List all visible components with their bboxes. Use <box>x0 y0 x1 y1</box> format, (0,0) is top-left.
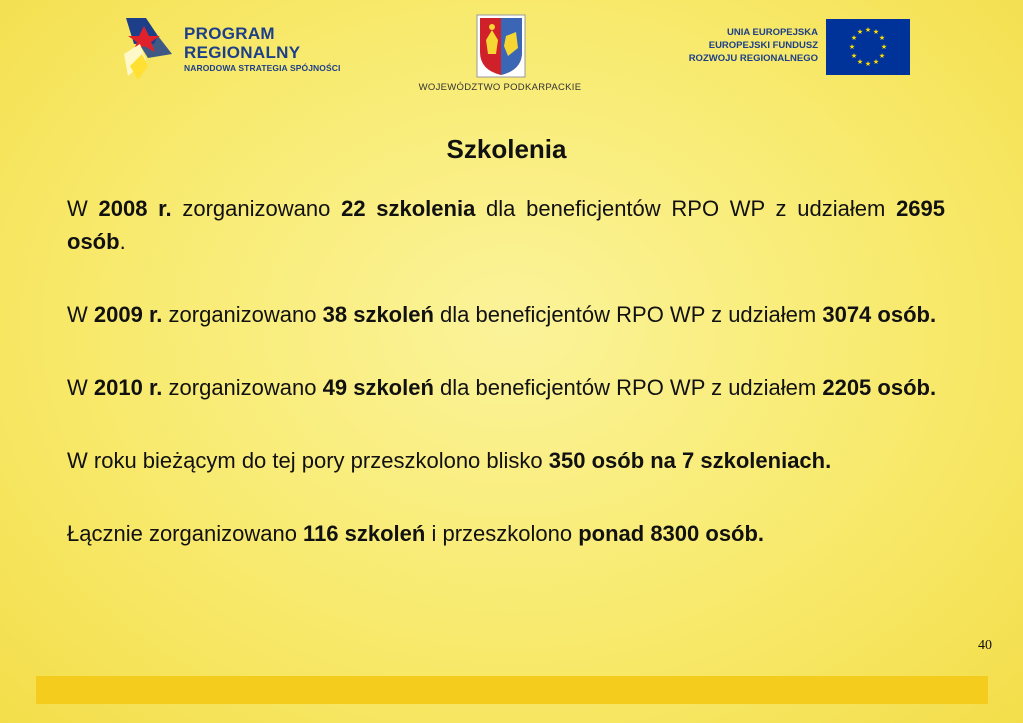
paragraph-2008: W 2008 r. zorganizowano 22 szkolenia dla beneficjentów RPO WP z udziałem 2695 osób. <box>67 196 946 254</box>
svg-text:★: ★ <box>850 34 858 42</box>
program-star-icon <box>118 14 182 84</box>
svg-text:★: ★ <box>850 52 858 60</box>
paragraph-total: Łącznie zorganizowano 116 szkoleń i przeszkolono ponad 8300 osób. <box>67 521 765 546</box>
program-logo-line3: NARODOWA STRATEGIA SPÓJNOŚCI <box>184 63 341 73</box>
bottom-bar <box>36 676 988 704</box>
svg-text:★: ★ <box>878 52 886 60</box>
podkarpackie-crest-icon <box>476 14 526 78</box>
svg-text:★: ★ <box>864 60 872 68</box>
eu-line2: EUROPEJSKI FUNDUSZ <box>708 40 818 51</box>
svg-text:★: ★ <box>878 34 886 42</box>
svg-text:★: ★ <box>864 26 872 34</box>
eu-flag-icon <box>826 19 910 75</box>
paragraph-2010: W 2010 r. zorganizowano 49 szkoleń dla beneficjentów RPO WP z udziałem 2205 osób. <box>67 375 937 400</box>
program-logo-line1: PROGRAM <box>184 24 275 43</box>
program-logo-line2: REGIONALNY <box>184 43 301 62</box>
program-regionalny-logo <box>118 14 358 84</box>
svg-text:★: ★ <box>856 28 864 36</box>
page-number: 40 <box>978 638 992 653</box>
svg-text:★: ★ <box>848 43 856 51</box>
eu-line3: ROZWOJU REGIONALNEGO <box>688 53 818 64</box>
eu-logo-text <box>660 26 818 65</box>
svg-text:★: ★ <box>880 43 888 51</box>
voivodeship-label: WOJEWÓDZTWO PODKARPACKIE <box>418 82 582 93</box>
svg-text:★: ★ <box>872 58 880 66</box>
eu-line1: UNIA EUROPEJSKA <box>727 27 818 38</box>
podkarpackie-crest <box>476 14 526 83</box>
svg-text:★: ★ <box>872 28 880 36</box>
svg-text:★: ★ <box>856 58 864 66</box>
slide-title: Szkolenia <box>446 134 567 164</box>
paragraph-2009: W 2009 r. zorganizowano 38 szkoleń dla beneficjentów RPO WP z udziałem 3074 osób. <box>67 302 937 327</box>
slide-content <box>67 192 945 590</box>
paragraph-current-year: W roku bieżącym do tej pory przeszkolono blisko 350 osób na 7 szkoleniach. <box>67 448 832 473</box>
